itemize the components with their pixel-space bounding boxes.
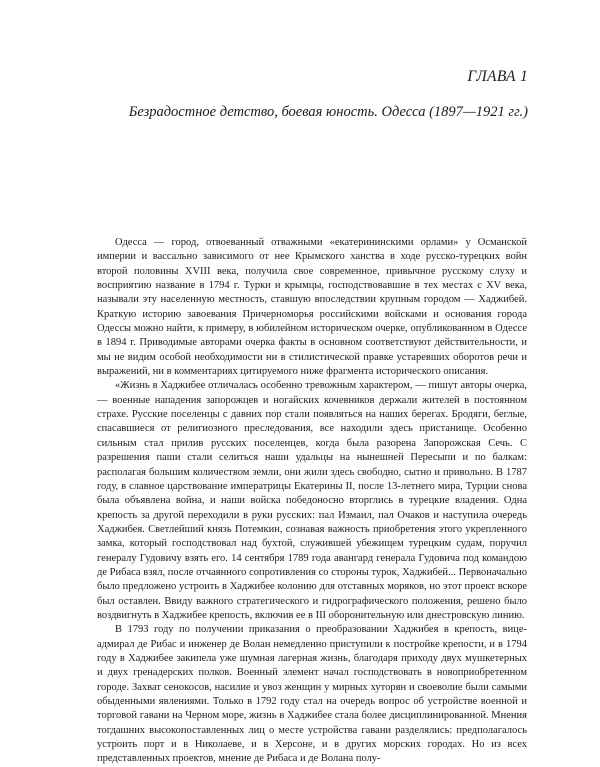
paragraph-1: Одесса — город, отвоеванный отважными «екатерининскими орлами» у Османской империи и вассально зависимого от нее Крымского ханства в ходе русско-турецких войн второй половины XVIII века, получила свое современное, привычное русскому слуху и восприятию название в 1794 г. Турки и крымцы, господствовавшие в тех местах с XV века, называли эту населенную местность, ставшую впоследствии крупным городом — Хаджибей. Краткую историю завоевания Причерноморья российскими войсками и основания города Одессы можно найти, к примеру, в юбилейном историческом очерке, опубликованном в Одессе в 1894 г. Приводимые авторами очерка факты в основном соответствуют действительности, и мы не видим особой необходимости ни в стилистической правке устаревших оборотов речи и выражений, ни в комментариях цитируемого ниже фрагмента исторического описания. xyxy=(97,237,527,378)
chapter-title: Безрадостное детство, боевая юность. Одесса (1897—1921 гг.) xyxy=(128,104,528,120)
paragraph-3: В 1793 году по получении приказания о преобразовании Хаджибея в крепость, вице-адмирал де Рибас и инженер де Волан немедленно приступили к постройке крепости, и в 1794 году в Хаджибее закипела уже шумная лагерная жизнь, благодаря приходу двух мушкетерных и двух гренадерских полков. Военный элемент начал господствовать в новоприобретенном городе. Захват сенокосов, насилие и увоз женщин у мирных хуторян и своеволие были самыми обыденными явлениями. Только в 1792 году стал на очередь вопрос об устройстве военной и торговой гавани на Черном море, жизнь в Хаджибее стала более дисциплинированной. Мнения тогдашних высокопоставленных лиц о месте устройства гавани разделялись: предполагалось устроить порт и в Николаеве, и в Херсоне, и в других морских городах. Но из всех представленных проектов, мнение де Рибаса и де Волана полу- xyxy=(97,624,527,765)
body-text xyxy=(97,236,527,767)
chapter-label: ГЛАВА 1 xyxy=(467,68,528,85)
paragraph-2: «Жизнь в Хаджибее отличалась особенно тревожным характером, — пишут авторы очерка,— военные нападения запорожцев и ногайских кочевников держали жителей в постоянном страхе. Русские поселенцы с давних пор стали появляться на наших берегах. Бродяги, беглые, спасавшиеся от религиозного преследования, все находили здесь пристанище. Особенно сильным стал прилив русских поселенцев, когда была разорена Запорожская Сечь. С разрешения паши стали селиться наши удальцы на нынешней Пересыпи и по балкам: располагая большим количеством земли, они жили здесь свободно, сытно и привольно. В 1787 году, в славное царствование императрицы Екатерины II, после 13-летнего мира, Турции снова была объявлена война, и наши войска победоносно вторглись в турецкие владения. Одна крепость за другой переходили в руки русских: пал Измаил, пал Очаков и наступила очередь Хаджибея. Светлейший князь Потемкин, сознавая важность приобретения этого укрепленного замка, который господствовал над бухтой, служившей убежищем турецким судам, поручил генералу Гудовичу взять его. 14 сентября 1789 года авангард генерала Гудовича под командою де Рибаса взял, после отчаянного сопротивления со стороны турок, Хаджибей... Первоначально было предложено устроить в Хаджибее колонию для отставных моряков, но этот проект вскоре был оставлен. Ввиду важного стратегического и гидрографического положения, решено было воздвигнуть в Хаджибее крепость, включив ее в III оборонительную или днестровскую линию. xyxy=(97,380,527,621)
